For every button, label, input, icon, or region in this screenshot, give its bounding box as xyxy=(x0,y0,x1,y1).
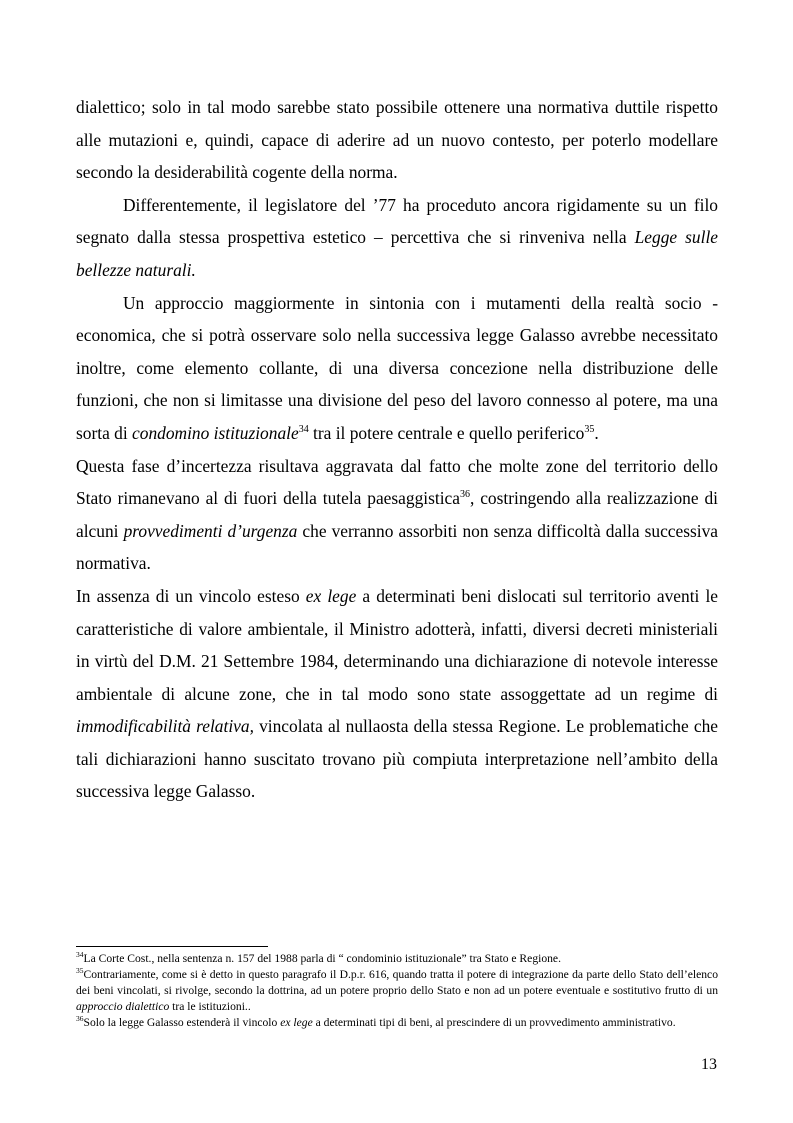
footnote-text: tra le istituzioni.. xyxy=(169,1000,251,1013)
footnote-text: Contrariamente, come si è detto in questo paragrafo il D.p.r. 616, quando tratta il potere di integrazione da parte dello Stato dell’elenco dei beni vincolati, si rivolge, secondo la dottrina, ad un potere proprio dello Stato e non ad un potere eventuale e sostitutivo frutto di un xyxy=(76,968,718,997)
paragraph-text: dialettico; solo in tal modo sarebbe stato possibile ottenere una normativa duttile rispetto alle mutazioni e, quindi, capace di aderire ad un nuovo contesto, per poterlo modellare secondo la desiderabilità cogente della norma. xyxy=(76,97,718,183)
paragraph-text: . xyxy=(594,422,599,443)
footnote-ref-35[interactable]: 35 xyxy=(584,423,595,435)
footnote-number: 35 xyxy=(76,966,84,975)
footnote-36 xyxy=(76,1015,718,1031)
italic-term: ex lege xyxy=(280,1016,313,1029)
paragraph-text: che verranno assorbiti non senza difficoltà dalla successiva normativa. xyxy=(76,520,719,574)
italic-term: provvedimenti d’urgenza xyxy=(123,520,298,541)
footnotes xyxy=(76,951,718,1031)
italic-term: ex lege xyxy=(305,585,357,606)
footnote-text: La Corte Cost., nella sentenza n. 157 del 1988 parla di “ condominio istituzionale” tra Stato e Regione. xyxy=(83,952,561,965)
paragraph-text: a determinati beni dislocati sul territorio aventi le caratteristiche di valore ambientale, il Ministro adotterà, infatti, diversi decreti ministeriali in virtù del D.M. 21 Settembre 1984, determinando una dichiarazione di notevole interesse ambientale di alcune zone, che in tal modo sono state assoggettate ad un regime di xyxy=(76,585,719,704)
footnote-number: 36 xyxy=(76,1014,84,1023)
footnote-ref-36[interactable]: 36 xyxy=(459,489,470,501)
paragraph-text: tra il potere centrale e quello periferico xyxy=(308,422,585,443)
paragraph-text: Questa fase d’incertezza risultava aggravata dal fatto che molte zone del territorio dello Stato rimanevano al di fuori della tutela paesaggistica xyxy=(76,455,718,509)
paragraph-text: vincolata al nullaosta della stessa Regione. Le problematiche che tali dichiarazioni hanno suscitato trovano più compiuta interpretazione nell’ambito della successiva legge Galasso. xyxy=(76,716,718,802)
paragraph-text: Un approccio maggiormente in sintonia con i mutamenti della realtà socio - economica, che si potrà osservare solo nella successiva legge Galasso avrebbe necessitato inoltre, come elemento collante, di una diversa concezione nella distribuzione delle funzioni, che non si limitasse una divisione del peso del lavoro connesso al potere, ma una sorta di xyxy=(76,292,718,443)
body-text xyxy=(76,91,718,808)
italic-term: immodificabilità relativa, xyxy=(76,716,254,737)
footnote-separator xyxy=(76,946,268,947)
footnote-ref-34[interactable]: 34 xyxy=(298,423,309,435)
footnote-35 xyxy=(76,967,718,1015)
footnote-text: a determinati tipi di beni, al prescindere di un provvedimento amministrativo. xyxy=(312,1016,676,1029)
page-number: 13 xyxy=(701,1056,717,1073)
paragraph-text: , costringendo alla realizzazione di alcuni xyxy=(76,488,718,541)
footnote-number: 34 xyxy=(76,950,84,959)
italic-term: approccio dialettico xyxy=(76,1000,170,1013)
footnote-34 xyxy=(76,951,718,967)
paragraph-1 xyxy=(76,91,718,189)
paragraph-4 xyxy=(76,450,718,580)
paragraph-5 xyxy=(76,580,718,808)
italic-law-title: Legge sulle bellezze naturali. xyxy=(76,227,718,280)
paragraph-2 xyxy=(76,189,718,287)
paragraph-3 xyxy=(76,287,718,450)
paragraph-text: In assenza di un vincolo esteso xyxy=(76,585,306,606)
footnote-text: Solo la legge Galasso estenderà il vincolo xyxy=(83,1016,281,1029)
paragraph-text: Differentemente, il legislatore del ’77 ha proceduto ancora rigidamente su un filo segnato dalla stessa prospettiva estetico – percettiva che si rinveniva nella xyxy=(76,194,718,248)
italic-term: condomino istituzionale xyxy=(132,422,299,443)
